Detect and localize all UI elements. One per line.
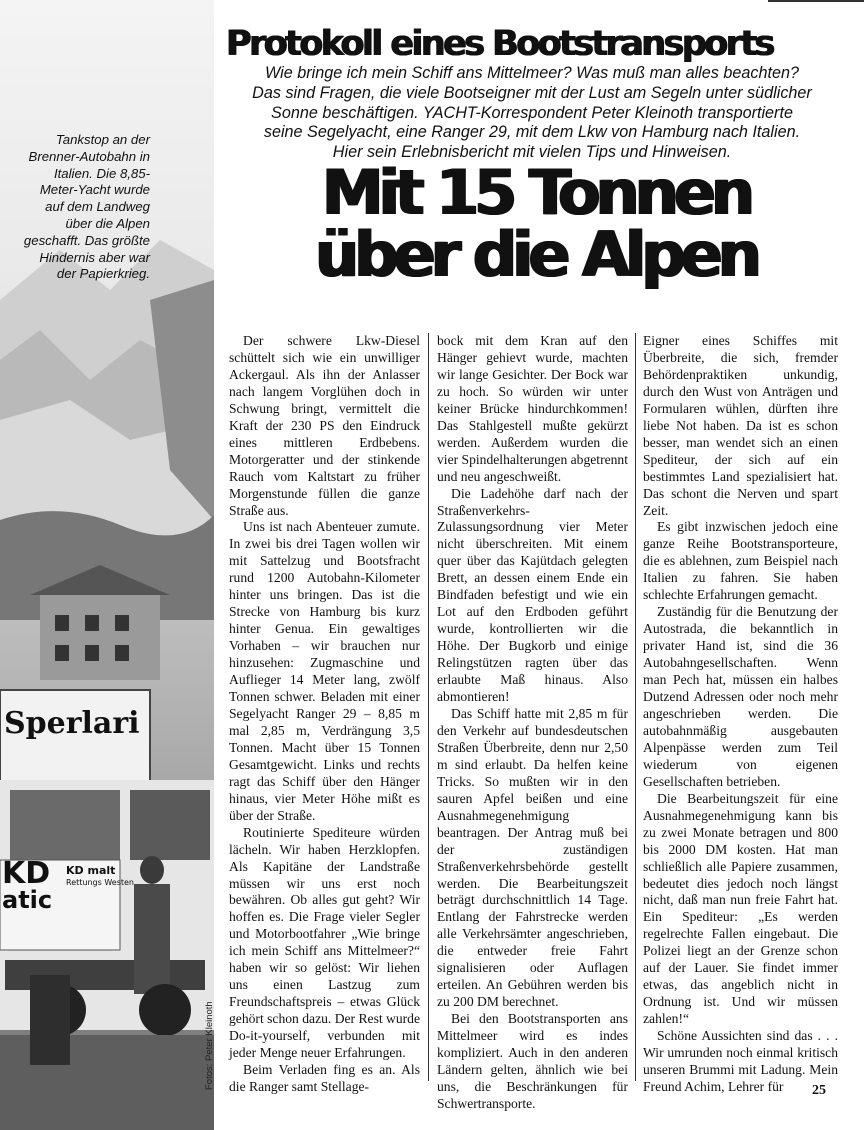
article-deck bbox=[226, 64, 838, 163]
paragraph: Schöne Aussichten sind das . . . Wir umrunden noch einmal kritisch unseren Brummi mit Ladung. Mein Freund Achim, Lehrer für bbox=[643, 1028, 838, 1094]
paragraph: Routinierte Spediteure würden lächeln. Wir haben Herzklopfen. Als Kapitäne der Landstraße müssen wir uns erst noch bewähren. Ob alles gut geht? Wir hoffen es. Die Frage vieler Segler und Motorbootfahrer „Wie bringe ich mein Schiff ans Mittelmeer?“ haben wir so gelöst: Wir liehen uns einen Lastzug zum Freundschaftspreis – etwas Glück gehört schon dazu. Der Rest wurde Do-it-yourself, verbunden mit jeder Menge neuer Erfahrungen. bbox=[229, 824, 421, 1061]
deck-line: Sonne beschäftigen. YACHT-Korrespondent Peter Kleinoth transportierte bbox=[271, 103, 793, 122]
paragraph: Eigner eines Schiffes mit Überbreite, die sich, fremder Behördenpraktiken unkundig, durch den Wust von Anträgen und Formularen wühlen, dürften ihre liebe Not haben. Da ist es schon besser, man wendet sich an einen Spediteur, der sich auf ein bestimmtes Land spezialisiert hat. Das schont die Nerven und spart Zeit. bbox=[643, 333, 838, 518]
text-column-1 bbox=[229, 333, 420, 1096]
paragraph: Die Ladehöhe darf nach der Straßenverkehrs-Zulassungsordnung vier Meter nicht überschreiten. Mit einem quer über das Kajütdach gelegten Brett, an dessen einem Ende ein Bindfaden befestigt und wie ein Lot auf den Erdboden geführt wurde, kontrollierten wir die Höhe. Der Bugkorb und einige Relingstützen ragten über das erlaubte Maß hinaus. Also abmontieren! bbox=[437, 485, 628, 705]
paragraph: Beim Verladen fing es an. Als die Ranger samt Stellage- bbox=[229, 1061, 420, 1094]
photo-brenner-tankstop bbox=[0, 0, 214, 1130]
paragraph: Das Schiff hatte mit 2,85 m für den Verkehr auf bundesdeutschen Straßen Überbreite, denn nur 2,50 m sind erlaubt. Da helfen keine Tricks. So mußten wir in den sauren Apfel beißen und eine Ausnahmegenehmigung beantragen. Der Antrag muß bei der zuständigen Straßenverkehrsbehörde gestellt werden. Die Bearbeitungszeit beträgt durchschnittlich 14 Tage. Entlang der Fahrstrecke werden alle Verkehrsämter angeschrieben, die entweder freie Fahrt signalisieren oder Auflagen erteilen. An Gebühren werden bis zu 200 DM berechnet. bbox=[437, 705, 628, 1010]
page-number: 25 bbox=[812, 1083, 826, 1098]
truck-badge: KD bbox=[2, 856, 51, 891]
paragraph: Der schwere Lkw-Diesel schüttelt sich wie ein unwilliger Ackergaul. Als ihn der Anlasser nach langem Vorglühen doch in Schwung bringt, vermittelt die Kraft der 230 PS den Eindruck eines mittleren Erdbebens. Motorgeratter und der stinkende Rauch vom Kaltstart zu früher Morgenstunde füllen die ganze Straße aus. bbox=[229, 333, 420, 518]
truck-badge-sub: Rettungs Westen bbox=[66, 878, 134, 887]
photo-credit: Fotos: Peter Kleinoth bbox=[204, 1001, 215, 1090]
column-rule bbox=[635, 333, 636, 1081]
top-rule bbox=[768, 0, 864, 2]
title-line: über die Alpen bbox=[315, 218, 757, 291]
paragraph: Zuständig für die Benutzung der Autostrada, die bekanntlich in privater Hand ist, sind die 36 Autobahngesellschaften. Wenn man Pech hat, müssen ein halbes Dutzend Adressen oder noch mehr angeschrieben werden. Die autobahnmäßig ausgebauten Alpenpässe werden zum Teil wiederum von eigenen Gesellschaften betrieben. bbox=[643, 604, 838, 789]
paragraph: Es gibt inzwischen jedoch eine ganze Reihe Bootstransporteure, die es ablehnen, zum Beispiel nach Italien zu fahren. Sie haben schlechte Erfahrungen gemacht. bbox=[643, 519, 838, 603]
truck-sign: Sperlari bbox=[4, 706, 140, 741]
text-column-3 bbox=[643, 333, 838, 1096]
truck-badge-small: KD malt bbox=[66, 864, 116, 877]
photo-caption: Tankstop an der Brenner-Autobahn in Italien. Die 8,85-Meter-Yacht wurde auf dem Landweg über die Alpen geschafft. Das größte Hindernis aber war der Papierkrieg. bbox=[23, 132, 150, 282]
deck-line: seine Segelyacht, eine Ranger 29, mit dem Lkw von Hamburg nach Italien. bbox=[263, 123, 801, 142]
column-rule bbox=[428, 333, 429, 1081]
article-title bbox=[276, 156, 796, 291]
deck-line: Hier sein Erlebnisbericht mit vielen Tips und Hinweisen. bbox=[332, 143, 732, 162]
deck-line: Wie bringe ich mein Schiff ans Mittelmeer? Was muß man alles beachten? bbox=[265, 64, 799, 82]
paragraph: bock mit dem Kran auf den Hänger gehievt wurde, machten wir lange Gesichter. Der Bock war zu hoch. So würden wir unter keiner Brücke hindurchkommen! Das Stahlgestell mußte gekürzt werden. Außerdem wurden die vier Spindelhalterungen abgetrennt und neu angeschweißt. bbox=[437, 333, 629, 484]
paragraph: Bei den Bootstransporten ans Mittelmeer wird es indes kompliziert. Auch in den anderen Ländern gelten, ähnlich wie bei uns, die Beschränkungen für Schwertransporte. bbox=[437, 1011, 628, 1111]
deck-line: Das sind Fragen, die viele Bootseigner mit der Lust am Segeln unter südlicher bbox=[252, 83, 812, 102]
text-column-2 bbox=[437, 333, 628, 1113]
paragraph: Uns ist nach Abenteuer zumute. In zwei bis drei Tagen wollen wir mit Sattelzug und Bootsfracht rund 1200 Autobahn-Kilometer hinter uns bringen. Das ist die Strecke von Hamburg bis kurz hinter Genua. Ein gewaltiges Vorhaben – wir brauchen nur hinzusehen: Zugmaschine und Auflieger 14 Meter lang, zwölf Tonnen schwer. Beladen mit einer Segelyacht Ranger 29 – 8,85 m mal 2,85 m, Verdrängung 3,5 Tonnen. Macht über 15 Tonnen Gesamtgewicht. Links und rechts ragt das Schiff über den Hänger hinaus, vier Meter Höhe mißt es über der Straße. bbox=[229, 519, 420, 823]
truck-badge-side: atic bbox=[2, 886, 53, 914]
article-headline: Protokoll eines Bootstransports bbox=[226, 24, 773, 64]
paragraph: Die Bearbeitungszeit für eine Ausnahmegenehmigung kann bis zu zwei Monate betragen und 800 bis 2000 DM kosten. Hat man schließlich alle Papiere zusammen, bedeutet dies jedoch noch längst nicht, daß man nun freie Fahrt hat. Ein Spediteur: „Es werden regelrechte Fallen eingebaut. Die Polizei liegt an der Grenze schon auf der Lauer. Sie findet immer etwas, das angeblich nicht in Ordnung ist. Und wir müssen zahlen!“ bbox=[643, 790, 838, 1027]
title-line: Mit 15 Tonnen bbox=[321, 156, 751, 229]
